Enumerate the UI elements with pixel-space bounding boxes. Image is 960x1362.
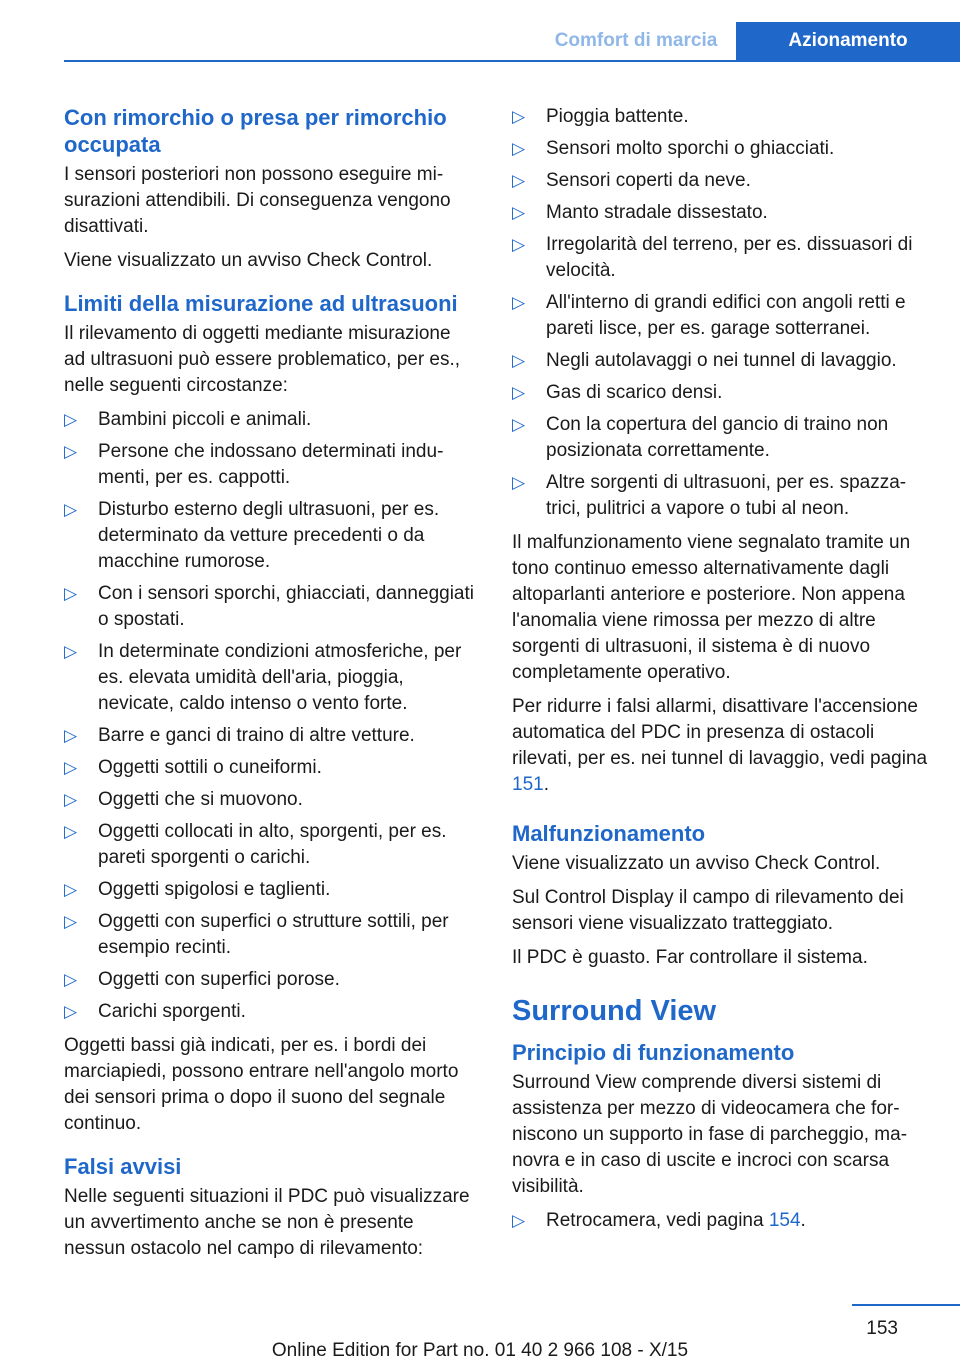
list-item: ▷ Sensori molto sporchi o ghiacciati. [512, 136, 928, 162]
list-item: ▷ Con i sensori sporchi, ghiacciati, danneggiati o spostati. [64, 583, 474, 630]
triangle-right-outline-icon: ▷ [512, 383, 526, 402]
list-item: ▷ Bambini piccoli e animali. [64, 407, 476, 433]
triangle-right-outline-icon: ▷ [64, 758, 78, 777]
list-item: ▷ Oggetti che si muovono. [64, 787, 476, 813]
triangle-right-outline-icon: ▷ [512, 171, 526, 190]
list-item: ▷ Sensori coperti da neve. [512, 168, 928, 194]
section-title-rimorchio: Con rimorchio o presa per rimorchio occupata [64, 105, 447, 157]
paragraph: Viene visualizzato un avviso Check Control. [512, 853, 881, 874]
triangle-right-outline-icon: ▷ [512, 107, 526, 126]
list-item: ▷ Oggetti sottili o cuneiformi. [64, 755, 476, 781]
triangle-right-outline-icon: ▷ [64, 912, 78, 931]
triangle-right-outline-icon: ▷ [64, 410, 78, 429]
bullet-list-falsi-avvisi [512, 104, 928, 522]
section-title-falsi-avvisi: Falsi avvisi [64, 1154, 182, 1179]
paragraph: Sul Control Display il campo di rilevamento dei sensori viene visualizzato tratteggiato. [512, 887, 904, 934]
triangle-right-outline-icon: ▷ [512, 415, 526, 434]
list-item: ▷ Oggetti con superfici o strutture sottili, per esempio recinti. [64, 911, 449, 958]
list-item: ▷ Barre e ganci di traino di altre vetture. [64, 723, 476, 749]
page-number: 153 [866, 1318, 898, 1339]
triangle-right-outline-icon: ▷ [64, 880, 78, 899]
page-link-154[interactable]: 154 [768, 1210, 801, 1231]
triangle-right-outline-icon: ▷ [64, 822, 78, 841]
triangle-right-outline-icon: ▷ [64, 584, 78, 603]
triangle-right-outline-icon: ▷ [64, 442, 78, 461]
triangle-right-outline-icon: ▷ [64, 790, 78, 809]
list-item: ▷ Irregolarità del terreno, per es. dissuasori di velocità. [512, 234, 913, 281]
list-item: ▷ Persone che indossano determinati indumenti, per es. cappotti. [64, 441, 444, 488]
triangle-right-outline-icon: ▷ [512, 235, 526, 254]
triangle-right-outline-icon: ▷ [512, 139, 526, 158]
triangle-right-outline-icon: ▷ [64, 970, 78, 989]
paragraph: Il rilevamento di oggetti mediante misurazione ad ultrasuoni può essere problematico, per es., nelle seguenti circostanze: [64, 323, 461, 396]
triangle-right-outline-icon: ▷ [64, 1002, 78, 1021]
triangle-right-outline-icon: ▷ [512, 203, 526, 222]
section-title-principio: Principio di funzionamento [512, 1040, 795, 1065]
triangle-right-outline-icon: ▷ [512, 293, 526, 312]
header-tab-azionamento[interactable]: Azionamento [736, 22, 960, 60]
list-item: ▷ Oggetti collocati in alto, sporgenti, per es. pareti sporgenti o carichi. [64, 821, 447, 868]
triangle-right-outline-icon: ▷ [512, 1211, 526, 1230]
list-item: ▷ In determinate condizioni atmosferiche, per es. elevata umidità dell'aria, pioggia, nevicate, caldo intenso o vento forte. [64, 641, 462, 714]
section-title-malfunzionamento: Malfunzionamento [512, 821, 706, 846]
edition-line: Online Edition for Part no. 01 40 2 966 108 - X/15 [271, 1340, 689, 1361]
list-item: ▷ All'interno di grandi edifici con angoli retti e pareti lisce, per es. garage sotterranei. [512, 292, 906, 339]
triangle-right-outline-icon: ▷ [512, 473, 526, 492]
triangle-right-outline-icon: ▷ [64, 642, 78, 661]
list-item: ▷ Negli autolavaggi o nei tunnel di lavaggio. [512, 348, 928, 374]
paragraph: Il malfunzionamento viene segnalato tramite un tono continuo emesso alternativamente dagli altoparlanti anteriore e posteriore. Non appena l'anomalia viene rimossa per mezzo di altre sorgenti di ultrasuoni, il sistema è di nuovo completamente operativo. [512, 532, 911, 683]
paragraph: Oggetti bassi già indicati, per es. i bordi dei marciapiedi, possono entrare nell'angolo morto dei sensori prima o dopo il suono del segnale continuo. [64, 1035, 459, 1134]
list-item: ▷ Oggetti con superfici porose. [64, 967, 476, 993]
list-item: ▷ Oggetti spigolosi e taglienti. [64, 877, 476, 903]
list-item: ▷ Retrocamera, vedi pagina 154. [512, 1208, 928, 1234]
chapter-title-surround-view: Surround View [512, 995, 717, 1027]
paragraph: Surround View comprende diversi sistemi di assistenza per mezzo di videocamera che forniscono un supporto in fase di parcheggio, manovra e in caso di uscite e incroci con scarsa visibilità. [512, 1072, 908, 1197]
list-item: ▷ Manto stradale dissestato. [512, 200, 928, 226]
paragraph: Nelle seguenti situazioni il PDC può visualizzare un avvertimento anche se non è presente nessun ostacolo nel campo di rilevamento: [64, 1186, 470, 1259]
paragraph: Il PDC è guasto. Far controllare il sistema. [512, 947, 868, 968]
footer-rule [852, 1304, 960, 1306]
left-column [64, 104, 476, 1270]
triangle-right-outline-icon: ▷ [512, 351, 526, 370]
running-header [0, 0, 960, 62]
paragraph: Per ridurre i falsi allarmi, disattivare l'accensione automatica del PDC in presenza di ostacoli rilevati, per es. nei tunnel di lavaggio, vedi pagina 151. [512, 696, 928, 795]
paragraph: I sensori posteriori non possono eseguire misurazioni attendibili. Di conseguenza vengono disattivati. [64, 164, 451, 237]
header-tab-comfort[interactable]: Comfort di marcia [554, 30, 718, 51]
list-item: ▷ Gas di scarico densi. [512, 380, 928, 406]
header-rule [64, 60, 960, 62]
page-link-151[interactable]: 151 [512, 774, 544, 795]
triangle-right-outline-icon: ▷ [64, 500, 78, 519]
list-item: ▷ Con la copertura del gancio di traino non posizionata correttamente. [512, 414, 889, 461]
paragraph: Viene visualizzato un avviso Check Control. [64, 250, 433, 271]
section-title-limiti: Limiti della misurazione ad ultrasuoni [64, 291, 458, 316]
list-item: ▷ Disturbo esterno degli ultrasuoni, per es. determinato da vetture precedenti o da macchine rumorose. [64, 499, 440, 572]
right-column [512, 104, 928, 1242]
list-item: ▷ Pioggia battente. [512, 104, 928, 130]
bullet-list-limiti [64, 407, 476, 1025]
bullet-list-surround [512, 1208, 928, 1234]
triangle-right-outline-icon: ▷ [64, 726, 78, 745]
list-item: ▷ Carichi sporgenti. [64, 999, 476, 1025]
list-item: ▷ Altre sorgenti di ultrasuoni, per es. spazzatrici, pulitrici a vapore o tubi al neon. [512, 472, 907, 519]
